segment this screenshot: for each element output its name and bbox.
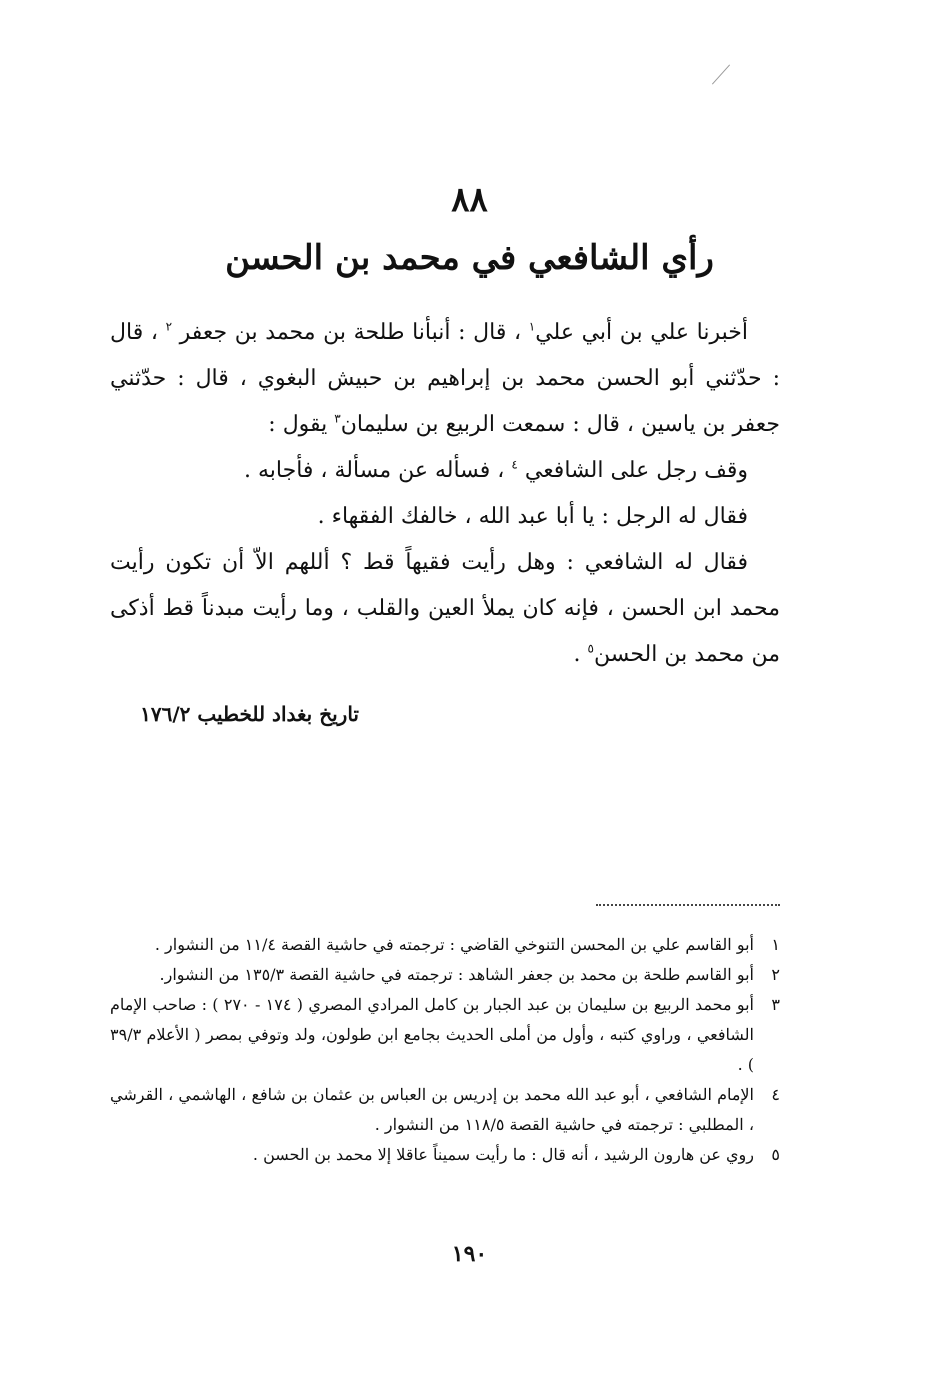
- question-text-1: وقف رجل على الشافعي: [517, 458, 748, 483]
- isnad-text-1: أخبرنا علي بن أبي علي: [535, 320, 748, 345]
- footnotes: [110, 930, 780, 1170]
- isnad-text-4: يقول :: [268, 412, 335, 437]
- isnad-text-2: ، قال : أنبأنا طلحة بن محمد بن جعفر: [172, 320, 529, 345]
- answer-text-2: .: [573, 642, 588, 667]
- footnote-number: ١: [771, 935, 780, 954]
- footnote-item: [110, 960, 780, 990]
- isnad-paragraph: [110, 310, 780, 448]
- main-text: [110, 310, 780, 678]
- footnote-number: ٢: [771, 965, 780, 984]
- footnote-text: أبو القاسم طلحة بن محمد بن جعفر الشاهد : ترجمته في حاشية القصة ١٣٥/٣ من النشوار.: [159, 965, 754, 984]
- footnote-item: [110, 990, 780, 1080]
- footnote-item: [110, 930, 780, 960]
- question-paragraph: [110, 448, 780, 494]
- question-text-2: ، فسأله عن مسألة ، فأجابه .: [243, 458, 512, 483]
- footnote-number: ٥: [771, 1145, 780, 1164]
- footnote-text: أبو محمد الربيع بن سليمان بن عبد الجبار بن كامل المرادي المصري ( ١٧٤ - ٢٧٠ ) : صاحب الإمام الشافعي ، وراوي كتبه ، وأول من أملى الحديث بجامع ابن طولون، ولد وتوفي بمصر ( الأعلام ٣٩/٣ ) .: [110, 995, 755, 1074]
- footnote-marker-2: ٢: [165, 319, 173, 334]
- footnote-number: ٤: [771, 1085, 780, 1104]
- footnote-number: ٣: [771, 995, 780, 1014]
- page-number: ١٩٠: [451, 1241, 488, 1267]
- isnad-text-3: ، قال : حدّثني أبو الحسن محمد بن إبراهيم بن حبيش البغوي ، قال : حدّثني جعفر بن ياسين ، قال : سمعت الربيع بن سليمان: [110, 320, 780, 437]
- objection-paragraph: فقال له الرجل : يا أبا عبد الله ، خالفك الفقهاء .: [317, 504, 748, 529]
- answer-text-1: فقال له الشافعي : وهل رأيت فقيهاً قط ؟ أللهم الاّ أن تكون رأيت محمد ابن الحسن ، فإنه كان يملأ العين والقلب ، وما رأيت مبدناً قط أذكى من محمد بن الحسن: [110, 550, 780, 667]
- scratch-mark: [712, 65, 730, 85]
- footnote-separator: [596, 904, 780, 906]
- footnote-marker-4: ٤: [511, 457, 518, 472]
- footnote-text: روي عن هارون الرشيد ، أنه قال : ما رأيت سميناً عاقلا إلا محمد بن الحسن .: [252, 1145, 754, 1164]
- source-citation: تاريخ بغداد للخطيب ١٧٦/٢: [140, 702, 359, 726]
- section-title: رأي الشافعي في محمد بن الحسن: [225, 238, 714, 278]
- footnote-item: [110, 1140, 780, 1170]
- answer-paragraph: [110, 540, 780, 678]
- footnote-text: أبو القاسم علي بن المحسن التنوخي القاضي : ترجمته في حاشية القصة ١١/٤ من النشوار .: [154, 935, 754, 954]
- footnote-text: الإمام الشافعي ، أبو عبد الله محمد بن إدريس بن العباس بن عثمان بن شافع ، الهاشمي ، القرشي ، المطلبي : ترجمته في حاشية القصة ١١٨/٥ من النشوار .: [110, 1085, 754, 1134]
- footnote-marker-5: ٥: [587, 641, 594, 656]
- footnote-marker-3: ٣: [334, 411, 341, 426]
- footnote-item: [110, 1080, 780, 1140]
- section-number: ٨٨: [451, 180, 488, 220]
- footnote-marker-1: ١: [528, 319, 536, 334]
